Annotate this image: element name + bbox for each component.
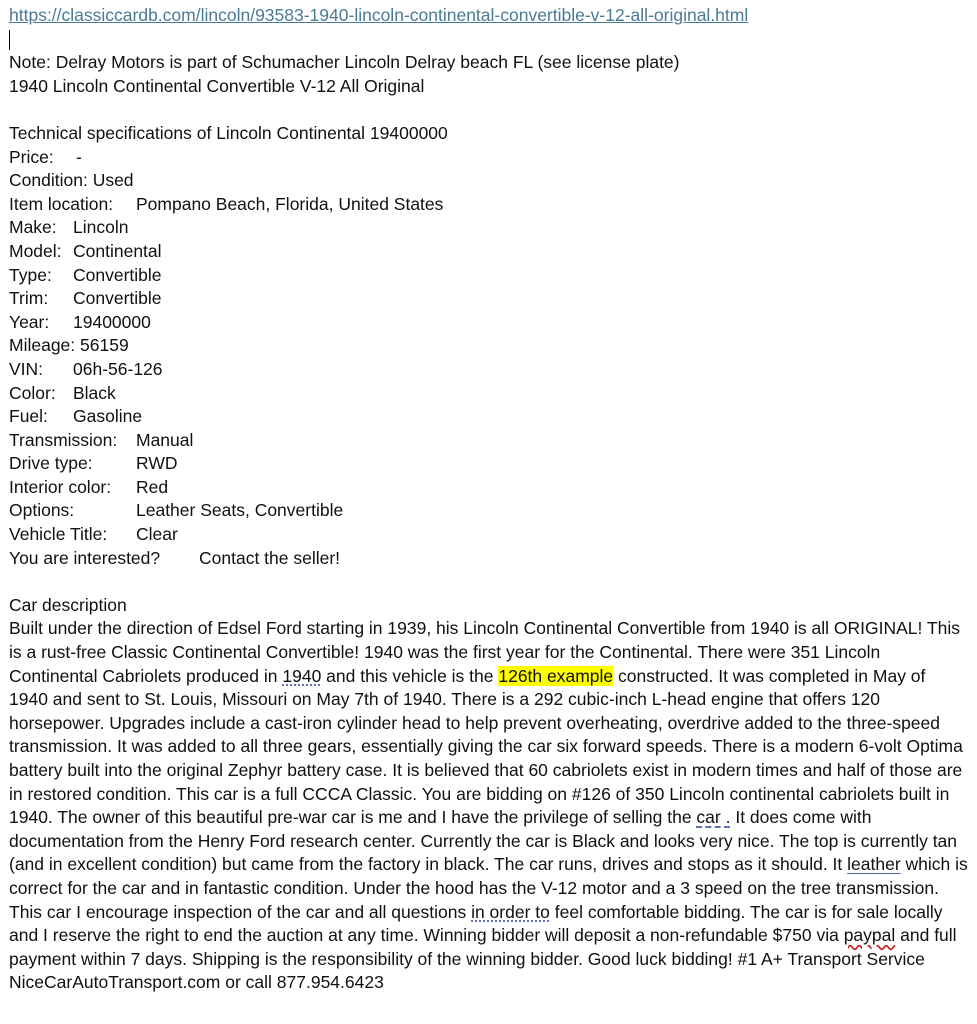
- spec-value: Black: [73, 382, 116, 403]
- url-line: [9, 4, 969, 28]
- spec-row-color: [9, 382, 969, 406]
- spec-value: Red: [136, 476, 169, 497]
- spec-value: Gasoline: [73, 406, 143, 427]
- spec-value: Convertible: [73, 288, 162, 309]
- spec-value: 56159: [80, 335, 129, 356]
- spec-label: Transmission:: [9, 429, 118, 450]
- spec-row-type: [9, 264, 969, 288]
- spec-label: Fuel:: [9, 406, 48, 427]
- spec-label: Make:: [9, 217, 57, 238]
- spec-label: Condition:: [9, 170, 88, 191]
- blank-line: [9, 570, 969, 594]
- spec-row-interior-color: [9, 476, 969, 500]
- description-text: feel comfortable bidding. The car is for sale locally and I reserve the right to end the auction at any time. Winning bidder will deposit a non-refundable $750 via: [9, 901, 943, 946]
- spec-row-fuel: [9, 405, 969, 429]
- spec-row-make: [9, 216, 969, 240]
- spec-row-options: [9, 499, 969, 523]
- spec-value: Convertible: [73, 264, 162, 285]
- spec-row-vehicle-title: [9, 523, 969, 547]
- spec-label: Model:: [9, 240, 62, 261]
- spec-label: You are interested?: [9, 547, 161, 568]
- grammar-flagged-text: leather: [847, 854, 901, 875]
- spec-value: -: [76, 146, 82, 167]
- spec-value: Manual: [136, 429, 194, 450]
- spec-row-condition: [9, 169, 969, 193]
- text-cursor: [9, 30, 10, 50]
- spec-value: Leather Seats, Convertible: [136, 500, 344, 521]
- spec-row-mileage: [9, 334, 969, 358]
- spec-label: Interior color:: [9, 476, 112, 497]
- contact-seller-text: Contact the seller!: [199, 547, 341, 568]
- spec-row-interested: [9, 547, 969, 571]
- spec-value: RWD: [136, 453, 178, 474]
- spec-label: Color:: [9, 382, 56, 403]
- description-text: and full payment within 7 days. Shipping is the responsibility of the winning bidder. Good luck bidding! #1 A+ Transport Service NiceCarAutoTransport.com or call 877.954.6423: [9, 925, 957, 993]
- spec-row-trim: [9, 287, 969, 311]
- spec-row-price: [9, 146, 969, 170]
- spec-label: VIN:: [9, 358, 44, 379]
- spec-label: Mileage:: [9, 335, 76, 356]
- description-heading: Car description: [9, 594, 127, 615]
- spec-label: Price:: [9, 146, 54, 167]
- spec-value: 06h-56-126: [73, 358, 163, 379]
- spelling-flagged-text: paypal: [843, 925, 896, 946]
- grammar-flagged-text: in order to: [471, 901, 550, 922]
- description-text: and this vehicle is the: [321, 665, 499, 686]
- spec-row-year: [9, 311, 969, 335]
- blank-line: [9, 98, 969, 122]
- caret-line[interactable]: [9, 28, 969, 52]
- spec-label: Vehicle Title:: [9, 524, 108, 545]
- grammar-flagged-text: 1940: [282, 665, 322, 686]
- description-paragraph: [9, 617, 969, 995]
- spec-label: Drive type:: [9, 453, 93, 474]
- spec-row-location: [9, 193, 969, 217]
- spec-value: Pompano Beach, Florida, United States: [136, 193, 444, 214]
- description-text: which is correct for the car and in fantastic condition. Under the hood has the V-12 motor and a 3 speed on the tree transmission. This car I encourage inspection of the car and all questions: [9, 854, 968, 922]
- source-link[interactable]: https://classiccardb.com/lincoln/93583-1940-lincoln-continental-convertible-v-12-all-original.html: [9, 5, 749, 25]
- listing-title: 1940 Lincoln Continental Convertible V-12 All Original: [9, 75, 425, 96]
- spec-value: Used: [92, 170, 134, 191]
- spec-row-transmission: [9, 429, 969, 453]
- description-text: constructed. It was completed in May of 1940 and sent to St. Louis, Missouri on May 7th of 1940. There is a 292 cubic-inch L-head engine that offers 120 horsepower. Upgrades include a cast-iron cylinder head to help prevent overheating, overdrive added to the three-speed transmission. It was added to all three gears, essentially giving the car six forward speeds. There is a modern 6-volt Optima battery built into the original Zephyr battery case. It is believed that 60 cabriolets exist in modern times and half of those are in restored condition. This car is a full CCCA Classic. You are bidding on #126 of 350 Lincoln continental cabriolets built in 1940. The owner of this beautiful pre-war car is me and I have the privilege of selling the: [9, 665, 963, 828]
- note-line: Note: Delray Motors is part of Schumacher Lincoln Delray beach FL (see license plate): [9, 52, 680, 73]
- spec-label: Item location:: [9, 193, 114, 214]
- spec-label: Options:: [9, 500, 75, 521]
- description-text: It does come with documentation from the Henry Ford research center. Currently the car is Black and looks very nice. The top is currently tan (and in excellent condition) but came from the factory in black. The car runs, drives and stops as it should. It: [9, 807, 958, 875]
- specs-heading: Technical specifications of Lincoln Continental 19400000: [9, 122, 448, 143]
- spec-value: Continental: [73, 240, 162, 261]
- car-description: [9, 617, 969, 995]
- spec-value: Clear: [136, 524, 178, 545]
- spec-value: Lincoln: [73, 217, 129, 238]
- spec-label: Trim:: [9, 288, 49, 309]
- spec-row-vin: [9, 358, 969, 382]
- document-page: [9, 4, 969, 995]
- spec-row-model: [9, 240, 969, 264]
- spec-label: Type:: [9, 264, 52, 285]
- highlighted-text: 126th example: [498, 665, 614, 686]
- spec-value: 19400000: [73, 311, 151, 332]
- spec-label: Year:: [9, 311, 50, 332]
- description-text: Built under the direction of Edsel Ford starting in 1939, his Lincoln Continental Convertible from 1940 is all ORIGINAL! This is a rust-free Classic Continental Convertible! 1940 was the first year for the Continental. There were 351 Lincoln Continental Cabriolets produced in: [9, 618, 960, 686]
- spec-row-drive-type: [9, 452, 969, 476]
- grammar-flagged-text: car .: [696, 807, 731, 828]
